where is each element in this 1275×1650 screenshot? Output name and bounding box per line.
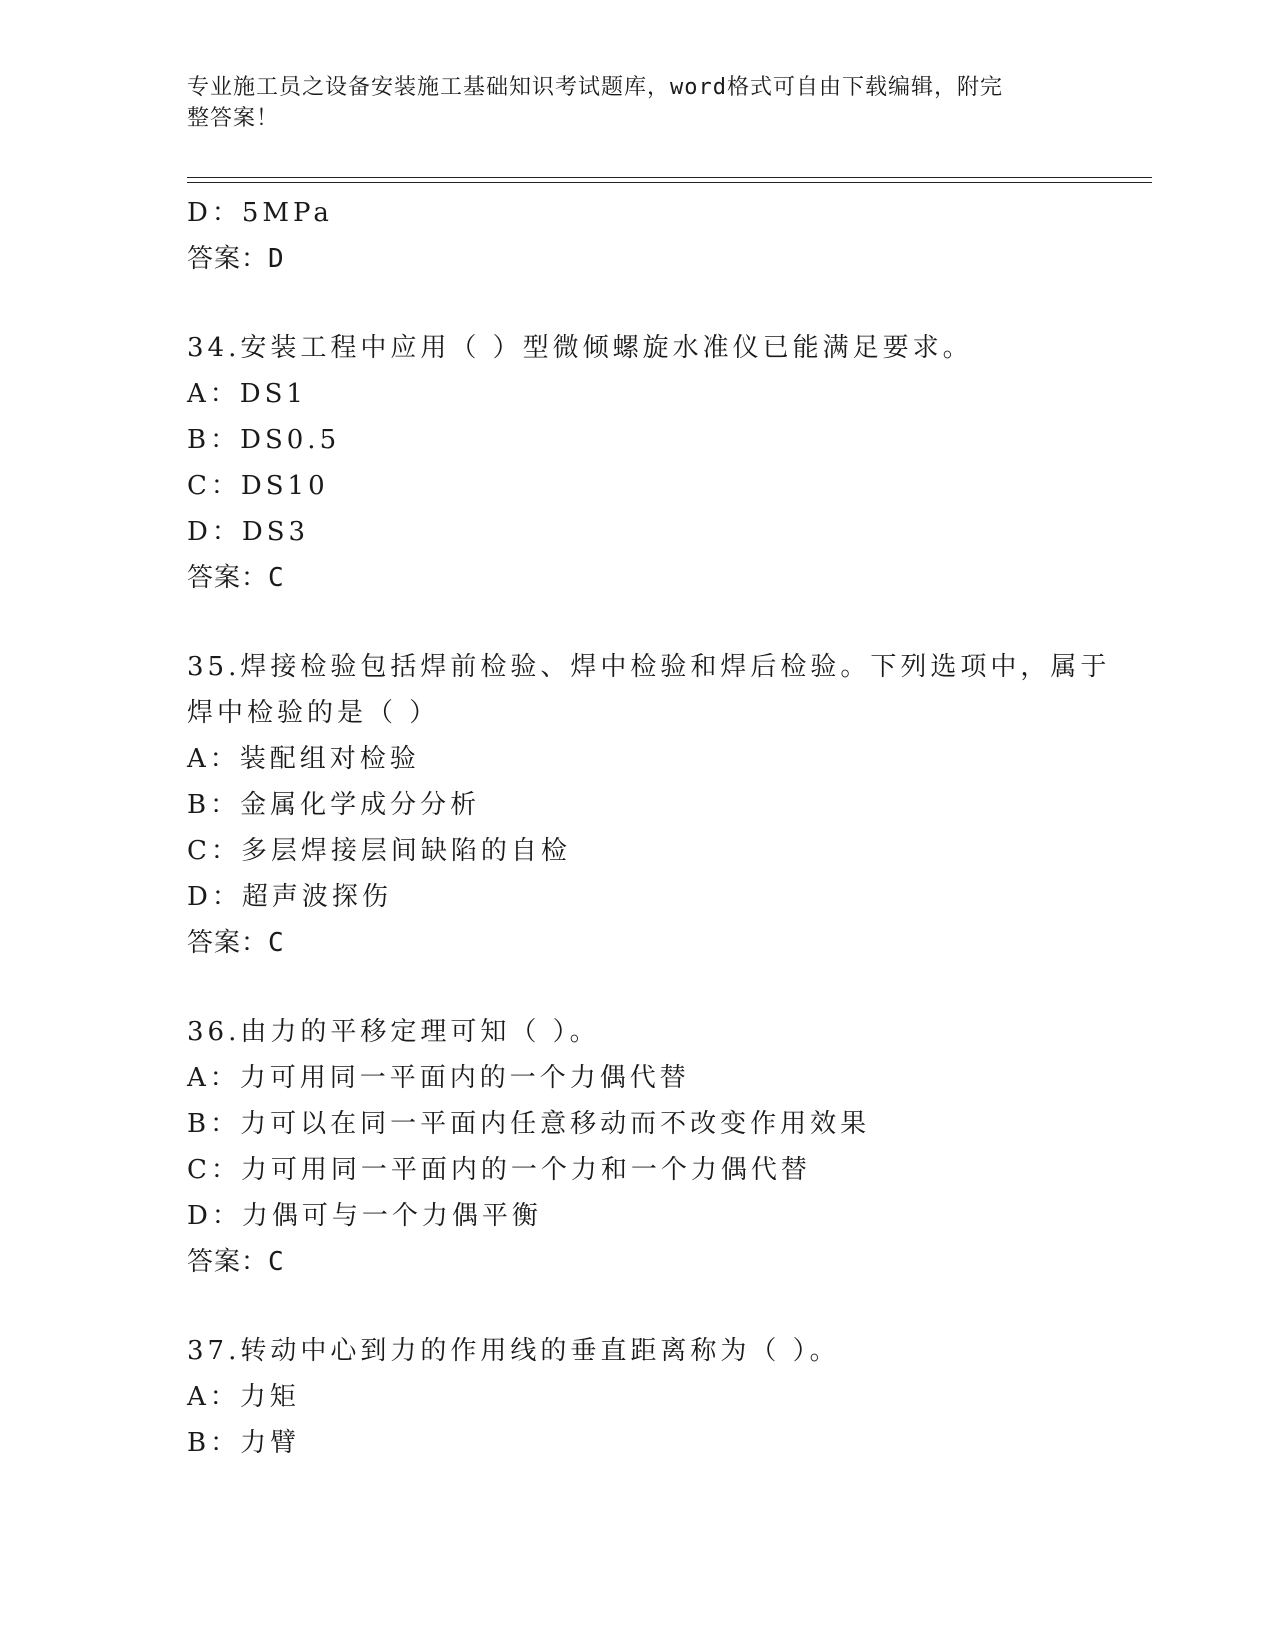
answer: 答案：C (187, 928, 285, 958)
option-d: D：超声波探伤 (187, 882, 392, 912)
header-divider-bottom (187, 182, 1152, 183)
option-b: B：力臂 (187, 1428, 301, 1458)
document-header (187, 72, 1067, 134)
answer: 答案：D (187, 244, 285, 274)
exam-content (187, 190, 1111, 1466)
option-d: D：力偶可与一个力偶平衡 (187, 1201, 542, 1231)
question-35 (187, 644, 1111, 966)
option-b: B：金属化学成分分析 (187, 790, 481, 820)
header-line-1: 专业施工员之设备安装施工基础知识考试题库，word格式可自由下载编辑，附完 (187, 75, 1003, 100)
option-a: A：力可用同一平面内的一个力偶代替 (187, 1063, 690, 1093)
option-d: D：DS3 (187, 517, 310, 547)
question-stem: 37.转动中心到力的作用线的垂直距离称为（ ）。 (187, 1336, 840, 1366)
header-line-2: 整答案！ (187, 106, 280, 131)
option-b: B：DS0.5 (187, 425, 341, 455)
question-stem: 36.由力的平移定理可知（ ）。 (187, 1017, 600, 1047)
question-stem-line-2: 焊中检验的是（ ） (187, 698, 440, 728)
header-divider-top (187, 177, 1152, 178)
option-a: A：力矩 (187, 1382, 300, 1412)
option-b: B：力可以在同一平面内任意移动而不改变作用效果 (187, 1109, 871, 1139)
answer: 答案：C (187, 563, 285, 593)
question-stem: 34.安装工程中应用（ ）型微倾螺旋水准仪已能满足要求。 (187, 333, 973, 363)
question-37 (187, 1328, 1087, 1466)
option-a: A：装配组对检验 (187, 744, 420, 774)
option-a: A：DS1 (187, 379, 307, 409)
option-d: D：5MPa (187, 198, 333, 228)
answer: 答案：C (187, 1247, 285, 1277)
option-c: C：力可用同一平面内的一个力和一个力偶代替 (187, 1155, 811, 1185)
question-36 (187, 1009, 1087, 1285)
question-34 (187, 325, 1087, 601)
previous-question-tail (187, 190, 1087, 282)
option-c: C：DS10 (187, 471, 329, 501)
question-stem-line-1: 35.焊接检验包括焊前检验、焊中检验和焊后检验。下列选项中，属于 (187, 652, 1111, 682)
option-c: C：多层焊接层间缺陷的自检 (187, 836, 571, 866)
